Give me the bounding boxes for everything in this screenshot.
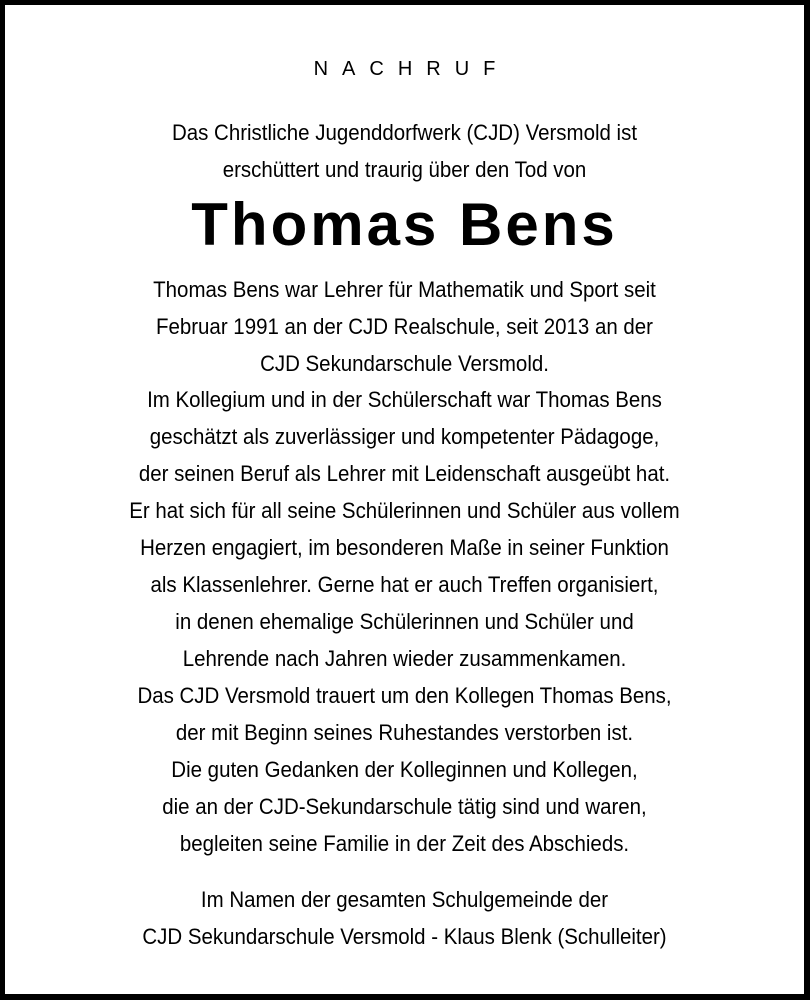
- body-line: Er hat sich für all seine Schülerinnen und Schüler aus vollem: [129, 498, 680, 523]
- body-line: Im Kollegium und in der Schülerschaft war Thomas Bens: [147, 387, 662, 412]
- intro-line: Das Christliche Jugenddorfwerk (CJD) Versmold ist: [171, 120, 638, 145]
- body-line: Lehrende nach Jahren wieder zusammenkamen.: [182, 646, 627, 671]
- body-line: die an der CJD-Sekundarschule tätig sind und waren,: [162, 794, 647, 819]
- body-line: Die guten Gedanken der Kolleginnen und Kollegen,: [171, 757, 638, 782]
- body-line: Herzen engagiert, im besonderen Maße in seiner Funktion: [140, 535, 669, 560]
- intro-line: erschüttert und traurig über den Tod von: [222, 157, 587, 182]
- body-line: geschätzt als zuverlässiger und kompetenter Pädagoge,: [149, 424, 660, 449]
- deceased-name: Thomas Bens: [191, 191, 618, 258]
- signature-line: CJD Sekundarschule Versmold - Klaus Blenk (Schulleiter): [142, 924, 667, 949]
- body-line: der mit Beginn seines Ruhestandes verstorben ist.: [175, 720, 634, 745]
- body-line: in denen ehemalige Schülerinnen und Schüler und: [175, 609, 634, 634]
- body-line: als Klassenlehrer. Gerne hat er auch Treffen organisiert,: [150, 572, 659, 597]
- signature-line: Im Namen der gesamten Schulgemeinde der: [200, 887, 609, 912]
- body-line: Thomas Bens war Lehrer für Mathematik und Sport seit: [153, 277, 656, 302]
- body-line: Februar 1991 an der CJD Realschule, seit 2013 an der: [155, 314, 654, 339]
- body-line: der seinen Beruf als Lehrer mit Leidenschaft ausgeübt hat.: [138, 461, 671, 486]
- body-line: Das CJD Versmold trauert um den Kollegen Thomas Bens,: [137, 683, 672, 708]
- body-line: begleiten seine Familie in der Zeit des Abschieds.: [179, 831, 630, 856]
- notice-title: NACHRUF: [313, 58, 510, 80]
- body-line: CJD Sekundarschule Versmold.: [260, 351, 549, 376]
